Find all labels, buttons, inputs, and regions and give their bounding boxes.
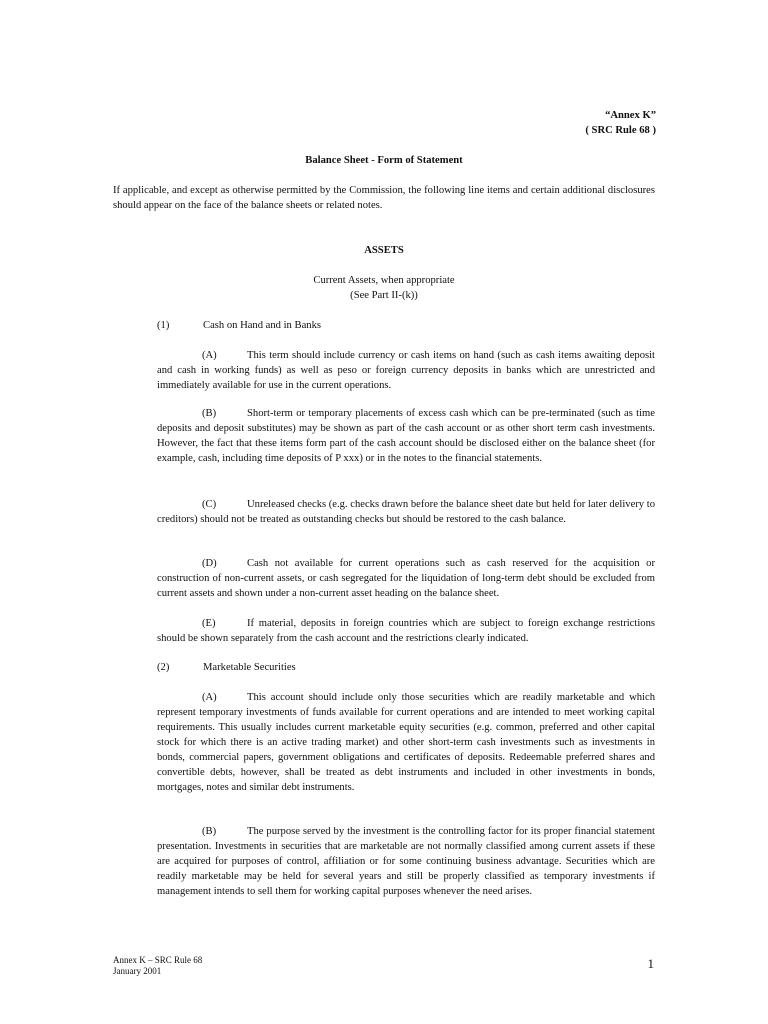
paragraph-securities-a — [157, 690, 655, 795]
rule-label: ( SRC Rule 68 ) — [585, 125, 656, 136]
paragraph-label: (B) — [202, 826, 217, 837]
paragraph-text: If material, deposits in foreign countries which are subject to foreign exchange restrictions should be shown separately from the cash account and the restrictions clearly indicated. — [157, 618, 655, 644]
footer-annex-label: Annex K – SRC Rule 68 — [113, 955, 203, 965]
paragraph-cash-a — [157, 348, 655, 393]
paragraph-text: This term should include currency or cash items on hand (such as cash items awaiting deposit and cash in working funds) as well as peso or foreign currency deposits in banks which are unrestricted and immediately available for use in the current operations. — [157, 350, 655, 391]
annex-header — [585, 108, 656, 138]
paragraph-text: The purpose served by the investment is the controlling factor for its proper financial statement presentation. Investments in securities that are marketable are not normally classified among current assets if these are acquired for purposes of control, affiliation or for some continuing business advantage. Securities which are readily marketable may be held for several years and still be properly classified as temporary investments if management intends to sell them for working capital purposes whenever the need arises. — [157, 826, 655, 897]
page-number: 1 — [647, 956, 654, 971]
paragraph-text: This account should include only those securities which are readily marketable and which represent temporary investments of funds available for current operations and are intended to meet working capital requirements. This usually includes current marketable equity securities (e.g. common, preferred and other capital stock for which there is an active trading market) and other short-term cash investments such as investments in bonds, commercial papers, government obligations and certificates of deposits. Redeemable preferred shares and convertible debts, however, shall be treated as debt instruments and included in other investments in bonds, mortgages, notes and similar debt instruments. — [157, 692, 655, 793]
paragraph-label: (A) — [202, 692, 217, 703]
page-footer — [113, 955, 202, 977]
paragraph-cash-d — [157, 556, 655, 601]
document-title: Balance Sheet - Form of Statement — [305, 155, 463, 166]
paragraph-cash-e — [157, 616, 655, 646]
paragraph-text: Unreleased checks (e.g. checks drawn before the balance sheet date but held for later delivery to creditors) should not be treated as outstanding checks but should be restored to the cash balance. — [157, 499, 655, 525]
section-number: (2) — [157, 662, 170, 673]
section-heading-securities — [157, 660, 296, 675]
paragraph-text: Short-term or temporary placements of excess cash which can be pre-terminated (such as time deposits and deposit substitutes) may be shown as part of the cash account or as other short term cash investments. However, the fact that these items form part of the cash account should be disclosed either on the balance sheet (for example, cash, including time deposits of P xxx) or in the notes to the financial statements. — [157, 408, 655, 464]
paragraph-cash-c — [157, 497, 655, 527]
paragraph-securities-b — [157, 824, 655, 899]
intro-paragraph: If applicable, and except as otherwise permitted by the Commission, the following line items and certain additional disclosures should appear on the face of the balance sheets or related notes. — [113, 185, 655, 211]
paragraph-label: (A) — [202, 350, 217, 361]
paragraph-label: (B) — [202, 408, 217, 419]
paragraph-label: (D) — [202, 558, 217, 569]
section-title: Marketable Securities — [203, 662, 296, 673]
footer-date: January 2001 — [113, 966, 162, 976]
paragraph-label: (E) — [202, 618, 216, 629]
paragraph-label: (C) — [202, 499, 217, 510]
section-number: (1) — [157, 320, 170, 331]
current-assets-line: Current Assets, when appropriate — [313, 275, 455, 286]
assets-heading: ASSETS — [364, 245, 404, 256]
current-assets-subheading — [0, 273, 768, 303]
paragraph-text: Cash not available for current operations such as cash reserved for the acquisition or construction of non-current assets, or cash segregated for the liquidation of long-term debt should be excluded from current assets and shown under a non-current asset heading on the balance sheet. — [157, 558, 655, 599]
section-title: Cash on Hand and in Banks — [203, 320, 321, 331]
section-heading-cash — [157, 318, 321, 333]
paragraph-cash-b — [157, 406, 655, 466]
annex-label: “Annex K” — [605, 110, 656, 121]
current-assets-reference: (See Part II-(k)) — [350, 290, 418, 301]
